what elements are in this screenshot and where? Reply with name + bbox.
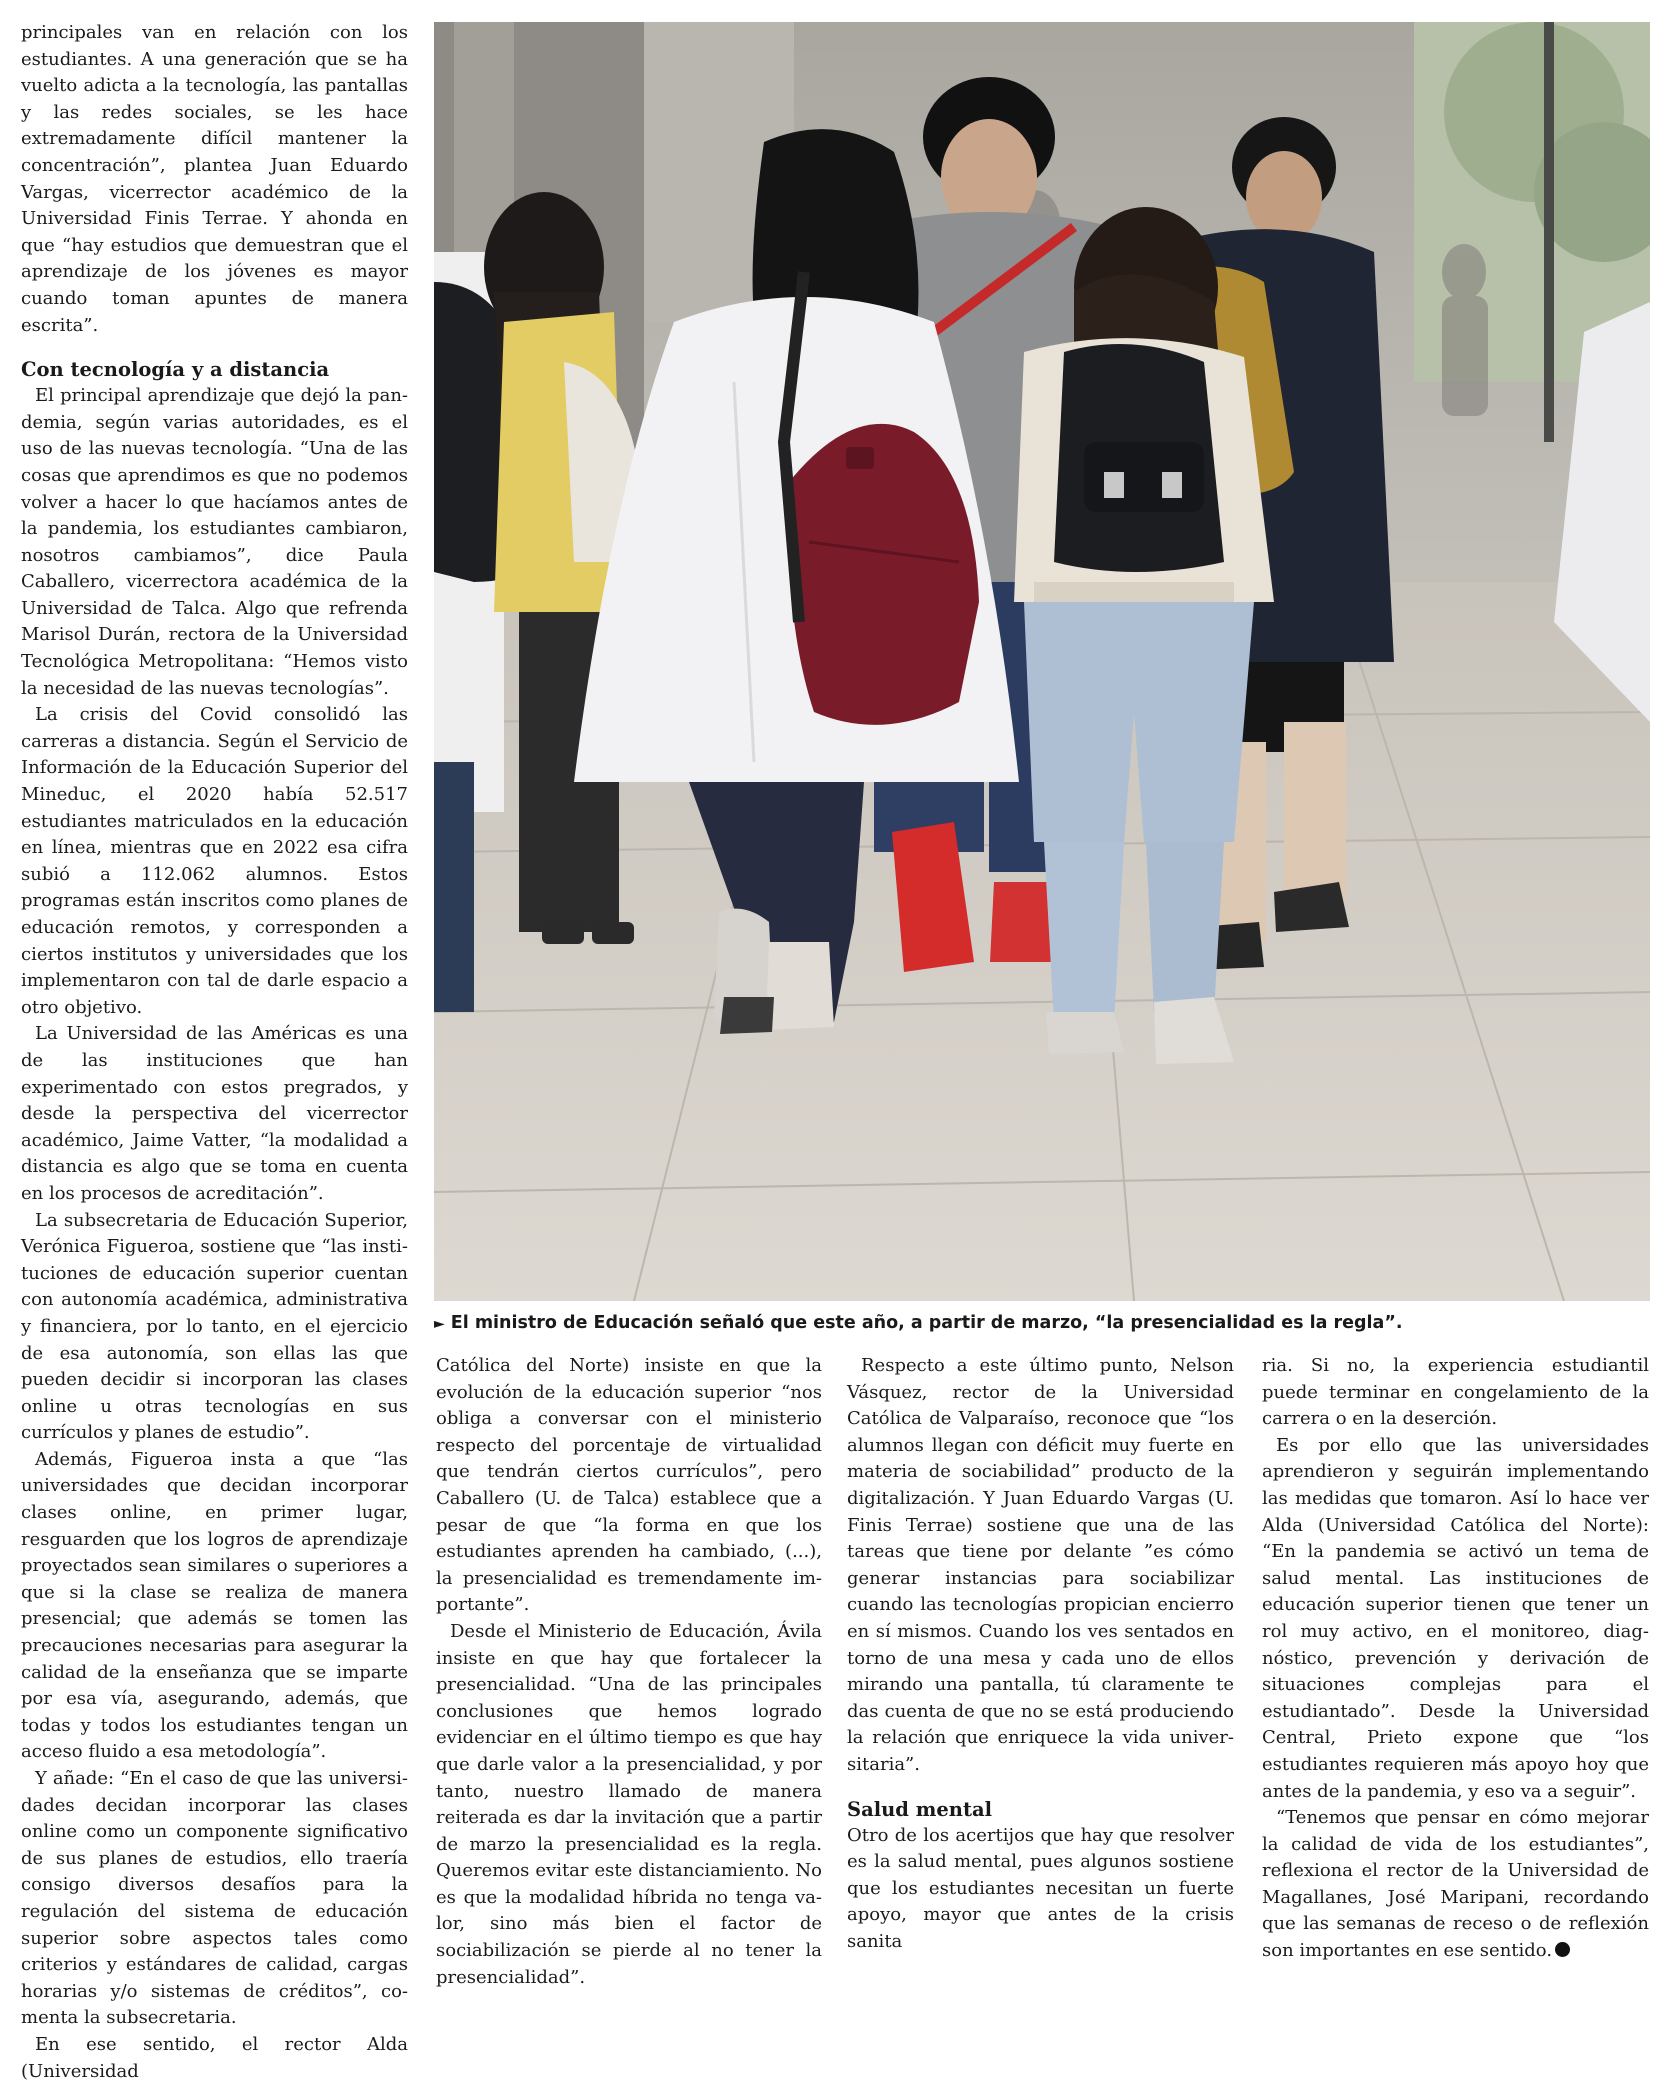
paragraph: Desde el Ministerio de Educación, Ávila insiste en que hay que fortalecer la presencialidad. “Una de las principales conclusiones que hemos logrado evidenciar en el último tiempo es que hay que darle valor a la presencialidad, y por tanto, nuestro llamado de manera reiterada es dar la invitación que a partir de marzo la presencialidad es la regla. Queremos evitar este distanciamiento. No es que la modalidad híbrida no tenga valor, sino más bien el factor de sociabilización se pierde al no tener la presencialidad”.	[436, 1620, 822, 1988]
caption-text: El ministro de Educación señaló que este año, a partir de marzo, “la presencialidad es la regla”.	[450, 1313, 1403, 1333]
paragraph: La crisis del Covid consolidó las carreras a distancia. Según el Servicio de Información de la Educación Superior del Mineduc, el 2020 había 52.517 estudiantes matriculados en la educación en línea, mientras que en 2022 esa cifra subió a 112.062 alumnos. Estos programas están inscritos como planes de educación remotos, y corresponden a ciertos institutos y universidades que los implementaron con tal de darle espacio a otro objetivo.	[21, 704, 408, 1018]
article-photo	[434, 22, 1650, 1301]
section-heading: Salud mental	[847, 1797, 992, 1821]
paragraph: El principal aprendizaje que dejó la pandemia, según varias autoridades, es el uso de las nuevas tecnología. “Una de las cosas que aprendimos es que no podemos volver a hacer lo que hacíamos antes de la pandemia, los estudiantes cambiaron, nosotros cambiamos”, dice Paula Caballero, vicerrectora académica de la Universidad de Talca. Algo que refrenda Marisol Durán, rectora de la Universidad Tecnológica Metropolitana: “Hemos visto la necesidad de las nuevas tecnologías”.	[21, 385, 408, 699]
paragraph: Otro de los acertijos que hay que resolver es la salud mental, pues algunos sostiene que los estudiantes necesitan un fuerte apoyo, mayor que antes de la crisis sanita	[847, 1824, 1234, 1952]
paragraph: Y añade: “En el caso de que las universidades decidan incorporar las clases online como un componente significativo de sus planes de estudios, ello traería consigo diversos desafíos para la regulación del sistema de educación superior sobre aspectos tales como criterios y estándares de calidad, cargas horarias y/o sistemas de créditos”, comenta la subsecretaria.	[21, 1768, 408, 2029]
paragraph: La subsecretaria de Educación Superior, Verónica Figueroa, sostiene que “las instituciones de educación superior cuentan con autonomía académica, administrativa y financiera, por lo tanto, en el ejercicio de esa autonomía, son ellas las que pueden decidir si incorporan las clases online u otras tecnologías en sus currículos y planes de estudio”.	[21, 1209, 408, 1444]
end-of-article-icon	[1555, 1942, 1570, 1957]
caption-marker-icon: ►	[434, 1316, 445, 1332]
students-walking-illustration	[434, 22, 1650, 1301]
article-column-1	[21, 20, 408, 2085]
photo-caption	[434, 1311, 1650, 1336]
section-heading: Con tecnología y a distancia	[21, 358, 330, 382]
paragraph	[1262, 1805, 1649, 1965]
article-column-2	[436, 1353, 822, 1991]
paragraph: principales van en relación con los estudiantes. A una generación que se ha vuelto adicta a la tecnología, las pantallas y las redes sociales, se les hace extremadamente difícil mantener la concentración”, plantea Juan Eduardo Vargas, vicerrector académico de la Universidad Finis Terrae. Y ahonda en que “hay estudios que demuestran que el aprendizaje de los jóvenes es mayor cuando toman apuntes de manera escrita”.	[21, 22, 408, 336]
paragraph: Católica del Norte) insiste en que la evolución de la educación superior “nos obliga a conversar con el ministerio respecto del porcentaje de virtualidad que tendrán ciertos currículos”, pero Caballero (U. de Talca) establece que a pesar de que “la forma en que los estudiantes aprenden ha cambiado, (...), la presencialidad es tremendamente importante”.	[436, 1355, 822, 1616]
article-column-4	[1262, 1353, 1649, 1965]
paragraph: En ese sentido, el rector Alda (Universidad	[21, 2033, 408, 2082]
paragraph: Además, Figueroa insta a que “las universidades que decidan incorporar clases online, en primer lugar, resguarden que los logros de aprendizaje proyectados sean similares o superiores a que si la clase se realiza de manera presencial; que además se tomen las precauciones necesarias para asegurar la calidad de la enseñanza que se imparte por esa vía, asegurando, además, que todas y todos los estudiantes tengan un acceso fluido a esa metodología”.	[21, 1448, 408, 1763]
article-column-3	[847, 1353, 1234, 1955]
paragraph: ria. Si no, la experiencia estudiantil puede terminar en congelamiento de la carrera o en la deserción.	[1262, 1355, 1649, 1430]
paragraph: La Universidad de las Américas es una de las instituciones que han experimentado con estos pregrados, y desde la perspectiva del vicerrector académico, Jaime Vatter, “la modalidad a distancia es algo que se toma en cuenta en los procesos de acreditación”.	[21, 1023, 408, 1204]
paragraph: Es por ello que las universidades aprendieron y seguirán implementando las medidas que tomaron. Así lo hace ver Alda (Universidad Católica del Norte): “En la pandemia se activó un tema de salud mental. Las instituciones de educación superior tienen que tener un rol muy activo, en el monitoreo, diagnóstico, prevención y derivación de situaciones complejas para el estudiantado”. Desde la Universidad Central, Prieto expone que “los estudiantes requieren más apoyo hoy que antes de la pandemia, y eso va a seguir”.	[1262, 1434, 1649, 1802]
paragraph: Respecto a este último punto, Nelson Vásquez, rector de la Universidad Católica de Valparaíso, reconoce que “los alumnos llegan con déficit muy fuerte en materia de sociabilidad” producto de la digitalización. Y Juan Eduardo Vargas (U. Finis Terrae) sostiene que una de las tareas que tiene por delante ”es cómo generar instancias para sociabilizar cuando las tecnologías propician encierro en sí mismos. Cuando los ves sentados en torno de una mesa y cada uno de ellos mirando una pantalla, tú claramente te das cuenta de que no se está produciendo la relación que enriquece la vida universitaria”.	[847, 1355, 1234, 1775]
paragraph-text: “Tenemos que pensar en cómo mejorar la calidad de vida de los estudiantes”, reflexiona el rector de la Universidad de Magallanes, José Maripani, recordando que las semanas de receso o de reflexión son importantes en ese sentido.	[1262, 1807, 1649, 1962]
